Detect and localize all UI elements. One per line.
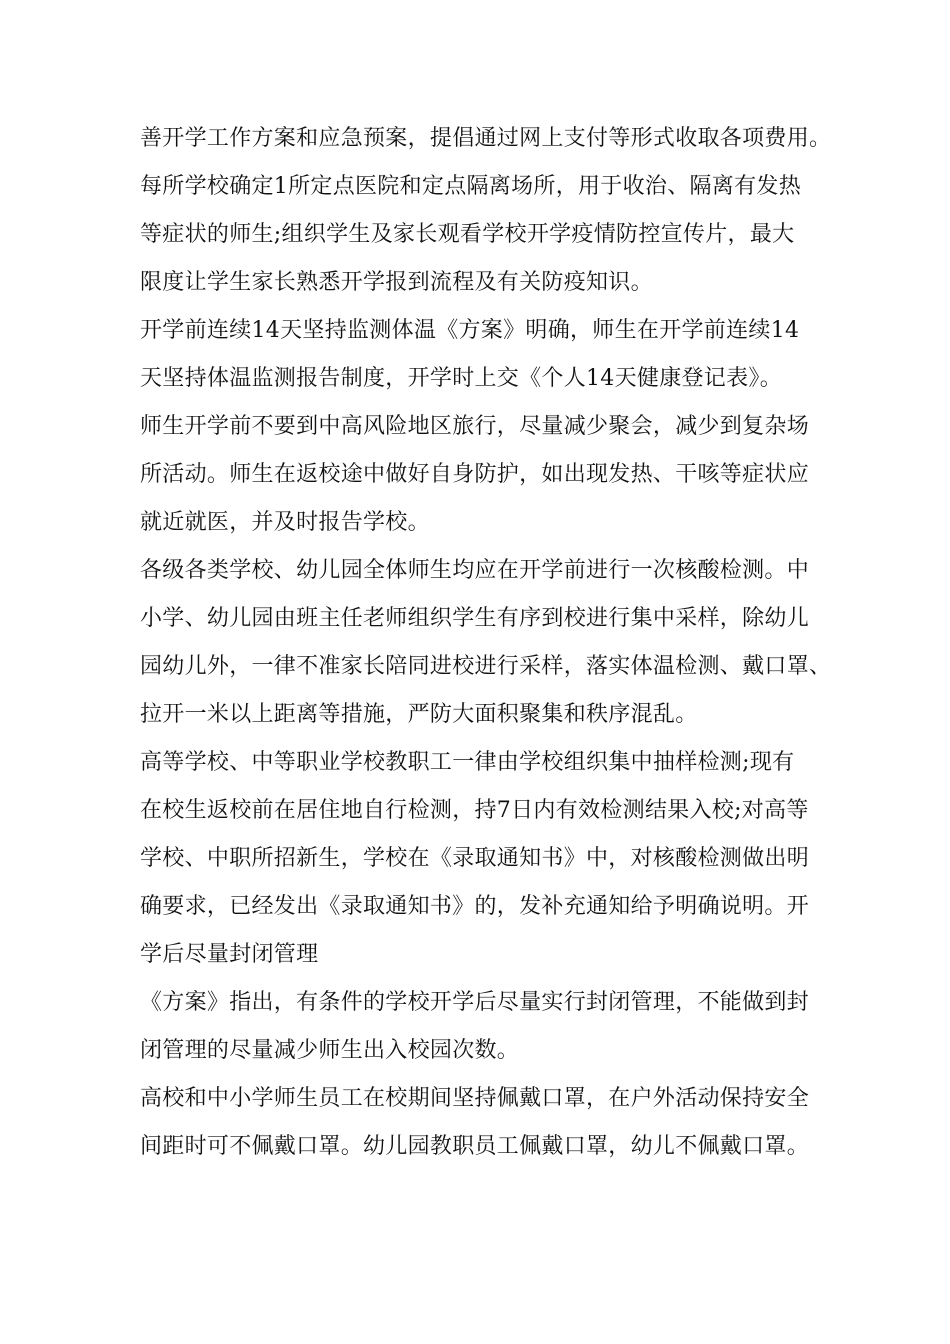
text-line: 园幼儿外，一律不准家长陪同进校进行采样，落实体温检测、戴口罩、	[140, 654, 832, 679]
text-line: 学校、中职所招新生，学校在《录取通知书》中，对核酸检测做出明	[140, 846, 810, 871]
text-line: 在校生返校前在居住地自行检测，持7日内有效检测结果入校;对高等	[140, 798, 809, 823]
text-line: 开学前连续14天坚持监测体温《方案》明确，师生在开学前连续14	[140, 318, 800, 343]
text-line: 高等学校、中等职业学校教职工一律由学校组织集中抽样检测;现有	[140, 750, 795, 775]
text-line: 间距时可不佩戴口罩。幼儿园教职员工佩戴口罩，幼儿不佩戴口罩。	[140, 1134, 810, 1159]
text-line: 闭管理的尽量减少师生出入校园次数。	[140, 1038, 520, 1063]
text-line: 《方案》指出，有条件的学校开学后尽量实行封闭管理，不能做到封	[140, 990, 810, 1015]
document-body	[140, 121, 830, 1177]
text-line: 各级各类学校、幼儿园全体师生均应在开学前进行一次核酸检测。中	[140, 558, 810, 583]
text-line: 小学、幼儿园由班主任老师组织学生有序到校进行集中采样，除幼儿	[140, 606, 810, 631]
text-line: 每所学校确定1所定点医院和定点隔离场所，用于收治、隔离有发热	[140, 174, 801, 199]
text-line: 高校和中小学师生员工在校期间坚持佩戴口罩，在户外活动保持安全	[140, 1086, 810, 1111]
text-line: 所活动。师生在返校途中做好自身防护，如出现发热、干咳等症状应	[140, 462, 810, 487]
text-line: 天坚持体温监测报告制度，开学时上交《个人14天健康登记表》。	[140, 366, 782, 391]
text-line: 学后尽量封闭管理	[140, 942, 319, 967]
text-line: 拉开一米以上距离等措施，严防大面积聚集和秩序混乱。	[140, 702, 698, 727]
text-line: 限度让学生家长熟悉开学报到流程及有关防疫知识。	[140, 270, 653, 295]
text-line: 等症状的师生;组织学生及家长观看学校开学疫情防控宣传片，最大	[140, 222, 795, 247]
text-line: 师生开学前不要到中高风险地区旅行，尽量减少聚会，减少到复杂场	[140, 414, 810, 439]
text-line: 确要求，已经发出《录取通知书》的，发补充通知给予明确说明。开	[140, 894, 810, 919]
text-line: 善开学工作方案和应急预案，提倡通过网上支付等形式收取各项费用。	[140, 126, 832, 151]
text-line: 就近就医，并及时报告学校。	[140, 510, 430, 535]
